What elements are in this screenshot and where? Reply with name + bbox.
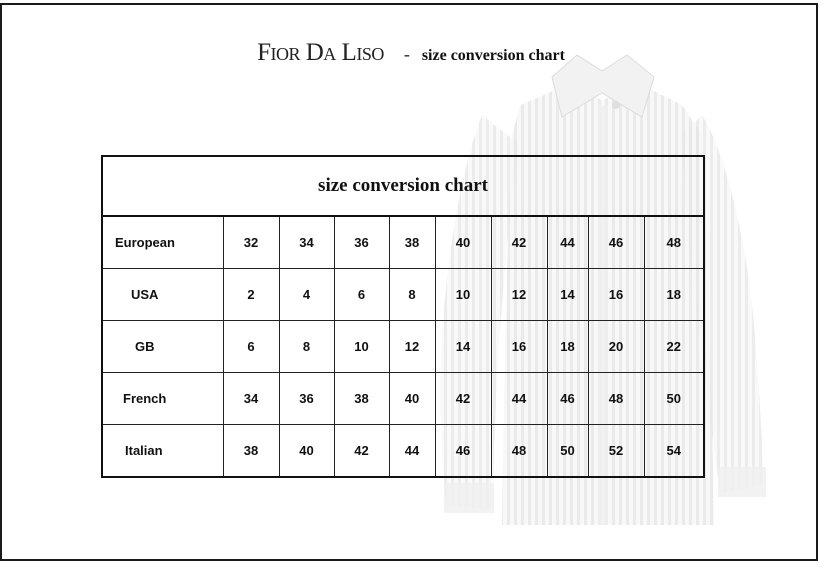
table-row — [102, 269, 704, 321]
title-dash: - — [403, 44, 410, 64]
row-label: GB — [102, 321, 223, 373]
table-cell: 34 — [223, 373, 279, 425]
table-cell: 48 — [588, 373, 644, 425]
table-cell: 50 — [547, 425, 588, 478]
table-cell: 16 — [491, 321, 547, 373]
table-cell: 48 — [644, 216, 704, 269]
table-cell: 42 — [334, 425, 389, 478]
table-cell: 16 — [588, 269, 644, 321]
table-row — [102, 216, 704, 269]
table-cell: 8 — [389, 269, 435, 321]
table-cell: 4 — [279, 269, 334, 321]
table-cell: 46 — [435, 425, 491, 478]
table-cell: 22 — [644, 321, 704, 373]
table-cell: 2 — [223, 269, 279, 321]
table-cell: 8 — [279, 321, 334, 373]
table-cell: 36 — [334, 216, 389, 269]
table-cell: 12 — [389, 321, 435, 373]
table-cell: 12 — [491, 269, 547, 321]
header-subtitle: size conversion chart — [421, 47, 565, 64]
table-cell: 40 — [435, 216, 491, 269]
table-cell: 42 — [491, 216, 547, 269]
table-cell: 46 — [547, 373, 588, 425]
row-label: European — [102, 216, 223, 269]
table-cell: 44 — [389, 425, 435, 478]
table-cell: 18 — [547, 321, 588, 373]
table-row — [102, 373, 704, 425]
table-cell: 50 — [644, 373, 704, 425]
table-row — [102, 321, 704, 373]
row-label: Italian — [102, 425, 223, 478]
table-cell: 14 — [547, 269, 588, 321]
table-cell: 44 — [491, 373, 547, 425]
table-cell: 38 — [389, 216, 435, 269]
table-cell: 40 — [279, 425, 334, 478]
brand-header — [2, 39, 818, 67]
table-cell: 38 — [223, 425, 279, 478]
table-cell: 44 — [547, 216, 588, 269]
table-cell: 10 — [334, 321, 389, 373]
page-frame — [0, 3, 818, 561]
table-cell: 32 — [223, 216, 279, 269]
table-cell: 10 — [435, 269, 491, 321]
table-title: size conversion chart — [102, 156, 704, 216]
table-cell: 52 — [588, 425, 644, 478]
table-cell: 6 — [223, 321, 279, 373]
table-cell: 36 — [279, 373, 334, 425]
table-cell: 18 — [644, 269, 704, 321]
table-cell: 46 — [588, 216, 644, 269]
size-conversion-table — [101, 155, 705, 478]
brand-name: Fior Da Liso — [257, 39, 384, 66]
table-cell: 6 — [334, 269, 389, 321]
table-cell: 40 — [389, 373, 435, 425]
row-label: French — [102, 373, 223, 425]
table-row — [102, 425, 704, 478]
row-label: USA — [102, 269, 223, 321]
table-cell: 38 — [334, 373, 389, 425]
table-cell: 48 — [491, 425, 547, 478]
table-cell: 34 — [279, 216, 334, 269]
table-cell: 20 — [588, 321, 644, 373]
table-cell: 14 — [435, 321, 491, 373]
table-cell: 54 — [644, 425, 704, 478]
table-cell: 42 — [435, 373, 491, 425]
